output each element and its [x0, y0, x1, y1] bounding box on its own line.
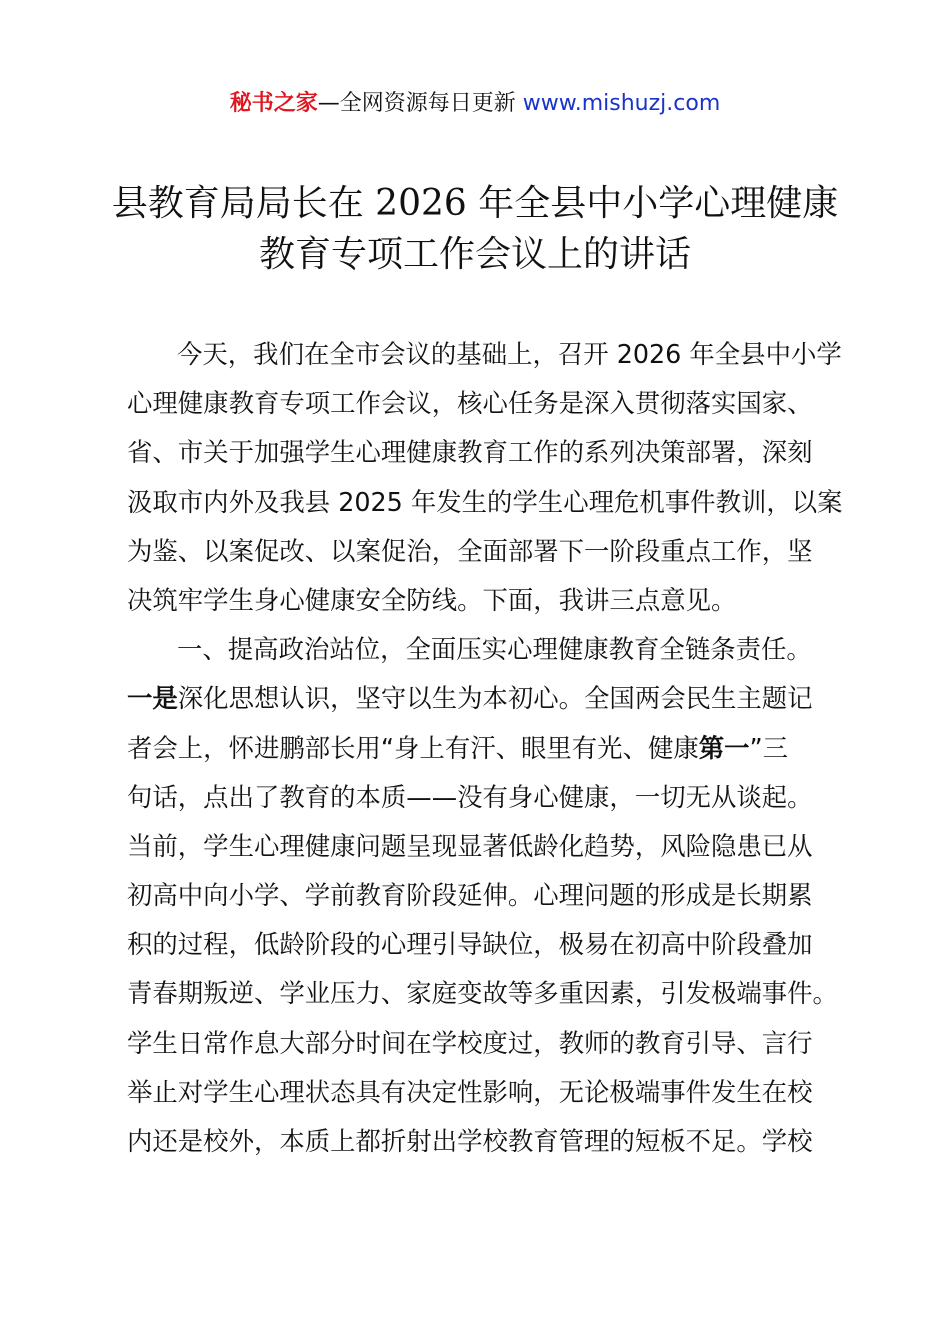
body-line-text: 者会上，怀进鹏部长用“身上有汗、眼里有光、健康 — [127, 732, 699, 763]
emphasis-text: 第一 — [698, 732, 750, 763]
body-line: 内还是校外，本质上都折射出学校教育管理的短板不足。学校 — [127, 1126, 813, 1156]
body-line: 为鉴、以案促改、以案促治，全面部署下一阶段重点工作，坚 — [127, 535, 813, 566]
site-url-link[interactable]: www.mishuzj.com — [522, 91, 721, 116]
body-line: 今天，我们在全市会议的基础上，召开 2026 年全县中小学 — [177, 339, 842, 369]
body-line: 学生日常作息大部分时间在学校度过，教师的教育引导、言行 — [127, 1027, 813, 1058]
point-label: 一是 — [127, 683, 178, 714]
document-title — [0, 178, 950, 280]
body-line: 省、市关于加强学生心理健康教育工作的系列决策部署，深刻 — [127, 437, 813, 468]
section-heading: 一、提高政治站位，全面压实心理健康教育全链条责任。 — [177, 634, 812, 665]
title-line-2: 教育专项工作会议上的讲话 — [258, 234, 691, 275]
title-line-1: 县教育局局长在 2026 年全县中小学心理健康 — [111, 183, 839, 224]
body-line — [127, 674, 847, 723]
brand-name: 秘书之家 — [229, 91, 318, 116]
body-line-text: 深化思想认识，坚守以生为本初心。全国两会民生主题记 — [177, 683, 813, 714]
body-line: 举止对学生心理状态具有决定性影响，无论极端事件发生在校 — [127, 1076, 813, 1107]
body-line: 初高中向小学、学前教育阶段延伸。心理问题的形成是长期累 — [127, 880, 813, 911]
body-line: 决筑牢学生身心健康安全防线。下面，我讲三点意见。 — [127, 584, 737, 615]
site-header — [0, 86, 950, 122]
body-line: 心理健康教育专项工作会议，核心任务是深入贯彻落实国家、 — [127, 388, 813, 419]
body-line: 汲取市内外及我县 2025 年发生的学生心理危机事件教训，以案 — [127, 486, 843, 517]
body-line: 当前，学生心理健康问题呈现显著低龄化趋势，风险隐患已从 — [127, 830, 813, 861]
body-line-text: ”三 — [749, 732, 789, 763]
body-line — [127, 724, 847, 773]
header-tagline: —全网资源每日更新 — [317, 91, 516, 116]
body-line: 句话，点出了教育的本质——没有身心健康，一切无从谈起。 — [127, 781, 813, 812]
body-line: 青春期叛逆、学业压力、家庭变故等多重因素，引发极端事件。 — [127, 978, 838, 1009]
document-body — [127, 330, 847, 1166]
body-line: 积的过程，低龄阶段的心理引导缺位，极易在初高中阶段叠加 — [127, 929, 813, 960]
